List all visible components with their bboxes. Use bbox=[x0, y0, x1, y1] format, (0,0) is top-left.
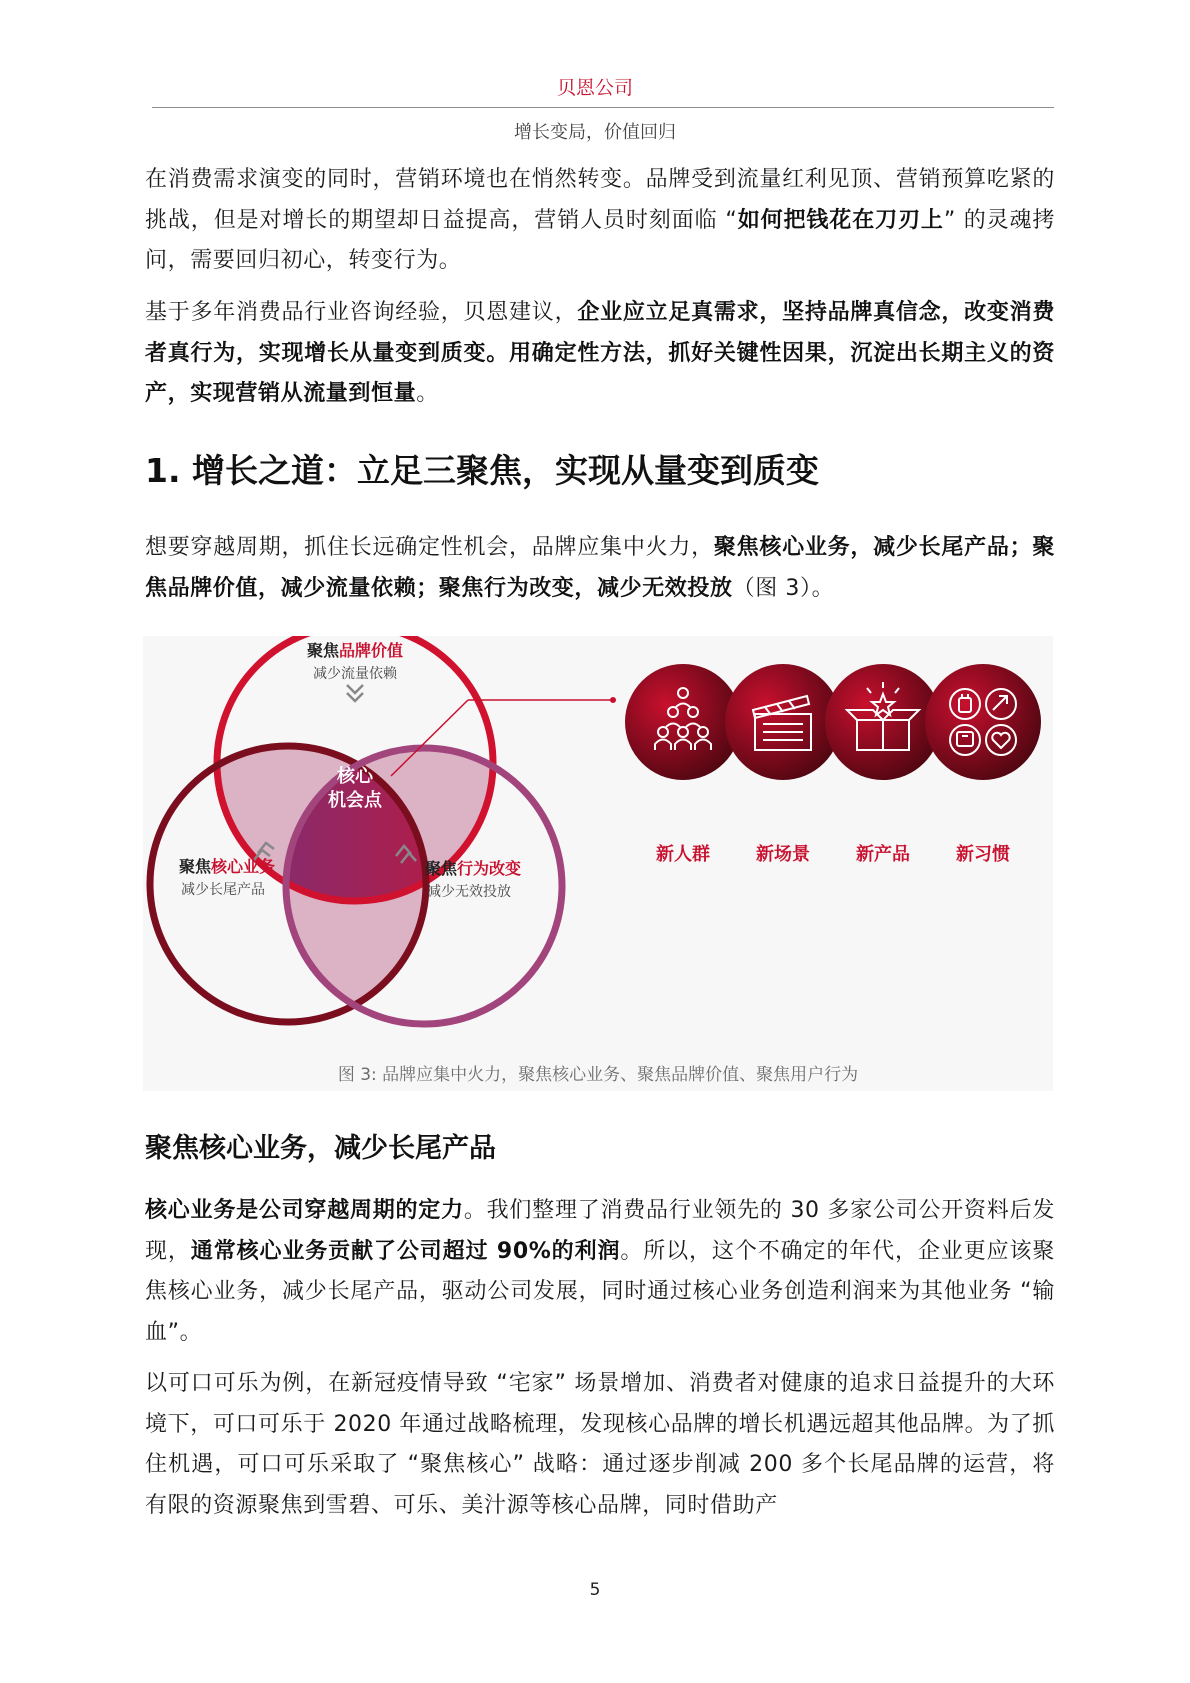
ball-label-new-scene: 新场景 bbox=[756, 844, 810, 865]
header-company: 贝恩公司 bbox=[556, 77, 633, 99]
section-intro-paragraph: 想要穿越周期，抓住长远确定性机会，品牌应集中火力，聚焦核心业务，减少长尾产品；聚焦品牌价值，减少流量依赖；聚焦行为改变，减少无效投放（图 3）。 bbox=[145, 535, 1055, 601]
figure-3 bbox=[143, 636, 1053, 1091]
page-number: 5 bbox=[589, 1580, 601, 1600]
sublabel-core-business: 减少长尾产品 bbox=[181, 882, 265, 898]
header-subtitle: 增长变局，价值回归 bbox=[514, 122, 676, 143]
label-core-business: 聚焦核心业务 bbox=[178, 857, 276, 876]
label-brand-value: 聚焦品牌价值 bbox=[306, 641, 404, 660]
subsection-heading: 聚焦核心业务，减少长尾产品 bbox=[145, 1133, 496, 1164]
venn-diagram bbox=[143, 636, 1053, 1051]
ball-label-new-people: 新人群 bbox=[656, 844, 710, 865]
center-label-line1: 核心 bbox=[337, 766, 373, 787]
sublabel-behavior-change: 减少无效投放 bbox=[427, 884, 511, 900]
header-divider bbox=[152, 107, 1054, 108]
chevron-down-icon bbox=[347, 685, 363, 701]
ball-label-new-habits: 新习惯 bbox=[956, 844, 1010, 865]
ball-label-new-product: 新产品 bbox=[856, 844, 910, 865]
intro-paragraph-1: 在消费需求演变的同时，营销环境也在悄然转变。品牌受到流量红利见顶、营销预算吃紧的挑战，但是对增长的期望却日益提高，营销人员时刻面临 “如何把钱花在刀刃上” 的灵魂拷问，需要回归初心，转变行为。 bbox=[145, 167, 1056, 273]
ball-new-habits bbox=[925, 664, 1041, 780]
ball-new-people bbox=[625, 664, 741, 780]
figure-caption: 图 3: 品牌应集中火力，聚焦核心业务、聚焦品牌价值、聚焦用户行为 bbox=[337, 1065, 859, 1085]
center-label-line2: 机会点 bbox=[328, 790, 382, 811]
subsection-paragraph-1: 核心业务是公司穿越周期的定力。我们整理了消费品行业领先的 30 多家公司公开资料后发现，通常核心业务贡献了公司超过 90%的利润。所以，这个不确定的年代，企业更应该聚焦核心业务，减少长尾产品，驱动公司发展，同时通过核心业务创造利润来为其他业务 “输血”。 bbox=[145, 1198, 1056, 1345]
ball-new-product bbox=[825, 664, 941, 780]
subsection-paragraph-2: 以可口可乐为例，在新冠疫情导致 “宅家” 场景增加、消费者对健康的追求日益提升的大环境下，可口可乐于 2020 年通过战略梳理，发现核心品牌的增长机遇远超其他品牌。为了抓住机遇，可口可乐采取了 “聚焦核心” 战略：通过逐步削减 200 多个长尾品牌的运营，将有限的资源聚焦到雪碧、可乐、美汁源等核心品牌，同时借助产 bbox=[145, 1371, 1055, 1518]
intro-paragraph-2: 基于多年消费品行业咨询经验，贝恩建议，企业应立足真需求，坚持品牌真信念，改变消费者真行为，实现增长从量变到质变。用确定性方法，抓好关键性因果，沉淀出长期主义的资产，实现营销从流量到恒量。 bbox=[145, 300, 1055, 406]
label-behavior-change: 聚焦行为改变 bbox=[424, 859, 522, 878]
sublabel-brand-value: 减少流量依赖 bbox=[313, 666, 397, 682]
section-heading: 1. 增长之道：立足三聚焦，实现从量变到质变 bbox=[145, 451, 819, 490]
ball-new-scene bbox=[725, 664, 841, 780]
